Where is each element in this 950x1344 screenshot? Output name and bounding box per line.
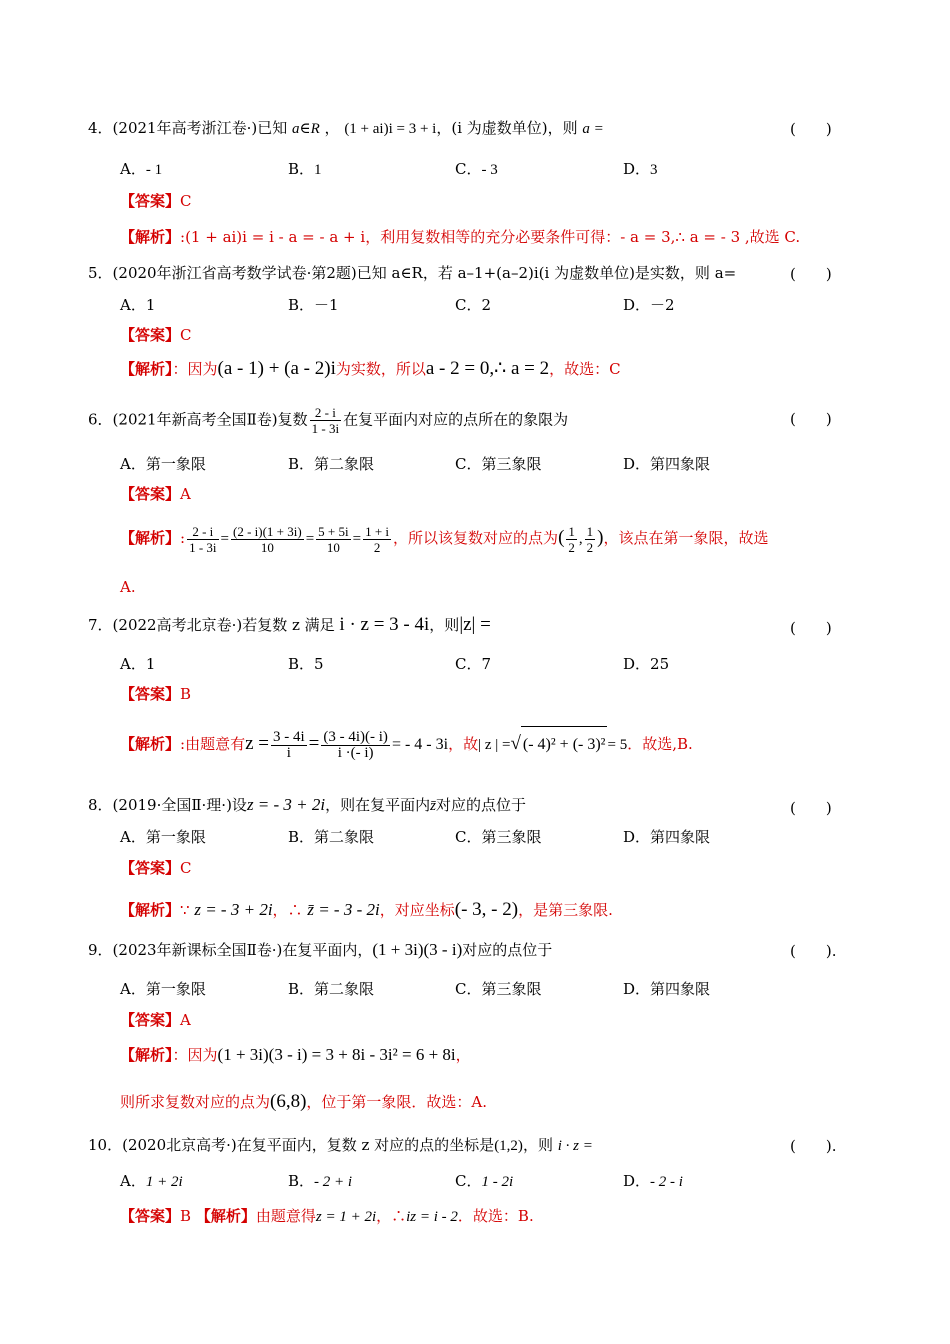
q10-answer: 【答案】B 【解析】由题意得z = 1 + 2i，∴iz = i - 2．故选：B. xyxy=(120,1207,534,1225)
q10-number: 10． xyxy=(88,1136,123,1154)
q5-explanation: 【解析】：因为(a - 1) + (a - 2)i为实数，所以a - 2 = 0,∴ a = 2，故选：C xyxy=(120,358,621,379)
q4-option-a: A．- 1 xyxy=(120,160,163,178)
q9-stem: 9．(2023年新课标全国Ⅱ卷·)在复平面内，(1 + 3i)(3 - i)对应的点位于 xyxy=(88,940,553,959)
q9-option-c: C．第三象限 xyxy=(455,980,542,998)
q9-option-b: B．第二象限 xyxy=(288,980,375,998)
q4-number: 4． xyxy=(88,119,113,137)
q4-math-3: a = xyxy=(582,121,604,137)
q4-math-1: a∈R xyxy=(291,121,320,137)
q6-explanation-cont: A. xyxy=(120,578,136,596)
q7-option-a: A．1 xyxy=(120,655,156,673)
q4-explanation: 【解析】:(1 + ai)i = i - a = - a + i，利用复数相等的充分必要条件可得：- a = 3,∴ a = - 3 ,故选 C. xyxy=(120,228,801,246)
q8-answer-blank: ( ) xyxy=(790,799,832,817)
q4-text: (2021年高考浙江卷·)已知 xyxy=(112,119,288,137)
q10-option-d: D．- 2 - i xyxy=(623,1172,683,1190)
q10-option-a: A．1 + 2i xyxy=(120,1172,183,1190)
q8-option-c: C．第三象限 xyxy=(455,828,542,846)
q8-option-b: B．第二象限 xyxy=(288,828,375,846)
q9-answer: 【答案】A xyxy=(120,1011,191,1029)
q9-option-a: A．第一象限 xyxy=(120,980,206,998)
q5-option-b: B．－1 xyxy=(288,296,339,314)
q10-option-b: B．- 2 + i xyxy=(288,1172,353,1190)
q9-explanation: 【解析】：因为(1 + 3i)(3 - i) = 3 + 8i - 3i² = 6 + 8i， xyxy=(120,1045,471,1064)
q8-answer: 【答案】C xyxy=(120,859,192,877)
q8-option-d: D．第四象限 xyxy=(623,828,711,846)
q4-answer: 【答案】C xyxy=(120,192,192,210)
q5-answer: 【答案】C xyxy=(120,326,192,344)
q4-option-c: C．- 3 xyxy=(455,160,498,178)
q5-number: 5． xyxy=(88,264,113,282)
q6-explanation: 【解析】: $\frac{2 - i}{1 - 3i}$ = $\frac{(2 - i)(1 + 3i)}{10}$ = $\frac{5 + 5i}{10}$ = $\frac{1 + i}{2}$ ，所以该复数对应的点为( $\frac{1}{2}$ , $\frac{1}{2}$ )，该点在第一象限，故选 xyxy=(120,523,769,555)
q8-stem: 8．(2019·全国Ⅱ·理·)设z = - 3 + 2i，则在复平面内z̄对应的点位于 xyxy=(88,795,527,814)
q6-option-c: C．第三象限 xyxy=(455,455,542,473)
q7-stem: 7．(2022高考北京卷·)若复数 z 满足 i · z = 3 - 4i，则|z| = xyxy=(88,614,491,635)
q6-stem: 6．(2021年新高考全国Ⅱ卷)复数 $\frac{2 - i}{1 - 3i}$ 在复平面内对应的点所在的象限为 xyxy=(88,405,569,436)
q7-option-c: C．7 xyxy=(455,655,492,673)
q7-answer: 【答案】B xyxy=(120,685,192,703)
q7-answer-blank: ( ) xyxy=(790,619,832,637)
q6-answer-blank: ( ) xyxy=(790,410,832,428)
q8-option-a: A．第一象限 xyxy=(120,828,206,846)
q5-answer-blank: ( ) xyxy=(790,265,832,283)
q5-option-c: C．2 xyxy=(455,296,492,314)
q9-answer-blank: ( ). xyxy=(790,942,837,960)
q7-explanation: 【解析】:由题意有z = $\frac{3 - 4i}{i}$ = $\frac{(3 - 4i)(- i)}{i \cdot(- i)}$ = - 4 - 3i，故| z | =√ (- 4)² + (- 3)² = 5．故选,B. xyxy=(120,726,693,763)
q4-answer-blank: ( ) xyxy=(790,120,832,138)
q4-math-2: (1 + ai)i = 3 + i xyxy=(344,121,437,137)
q10-answer-blank: ( ). xyxy=(790,1137,837,1155)
q8-explanation: 【解析】∵ z = - 3 + 2i，∴ z̄ = - 3 - 2i，对应坐标(- 3, - 2)，是第三象限. xyxy=(120,899,613,920)
q6-option-d: D．第四象限 xyxy=(623,455,711,473)
q4-option-b: B．1 xyxy=(288,160,322,178)
q6-option-b: B．第二象限 xyxy=(288,455,375,473)
q6-option-a: A．第一象限 xyxy=(120,455,206,473)
q6-number: 6． xyxy=(88,410,113,429)
q5-option-a: A．1 xyxy=(120,296,156,314)
q10-option-c: C．1 - 2i xyxy=(455,1172,514,1190)
q5-option-d: D．－2 xyxy=(623,296,675,314)
q4-option-d: D．3 xyxy=(623,160,658,178)
q7-option-b: B．5 xyxy=(288,655,324,673)
q9-option-d: D．第四象限 xyxy=(623,980,711,998)
q10-stem: 10．(2020北京高考·)在复平面内，复数 z 对应的点的坐标是(1,2)，则 i · z = xyxy=(88,1136,593,1154)
q7-option-d: D．25 xyxy=(623,655,670,673)
q4-text-2: ，(i 为虚数单位)，则 xyxy=(436,119,578,137)
q5-text: (2020年浙江省高考数学试卷·第2题)已知 a∈R，若 a–1+(a–2)i(i 为虚数单位)是实数，则 a= xyxy=(112,264,737,282)
q6-answer: 【答案】A xyxy=(120,485,191,503)
q5-stem xyxy=(88,263,736,283)
q4-stem: 4．(2021年高考浙江卷·)已知 a∈R ， (1 + ai)i = 3 + i，(i 为虚数单位)，则 a = xyxy=(88,119,604,137)
q9-number: 9． xyxy=(88,941,113,959)
q8-number: 8． xyxy=(88,796,113,814)
q6-fraction: $\frac{2 - i}{1 - 3i}$ xyxy=(311,405,340,436)
q9-explanation-cont: 则所求复数对应的点为(6,8)，位于第一象限．故选：A. xyxy=(120,1091,488,1112)
q7-number: 7． xyxy=(88,616,113,634)
